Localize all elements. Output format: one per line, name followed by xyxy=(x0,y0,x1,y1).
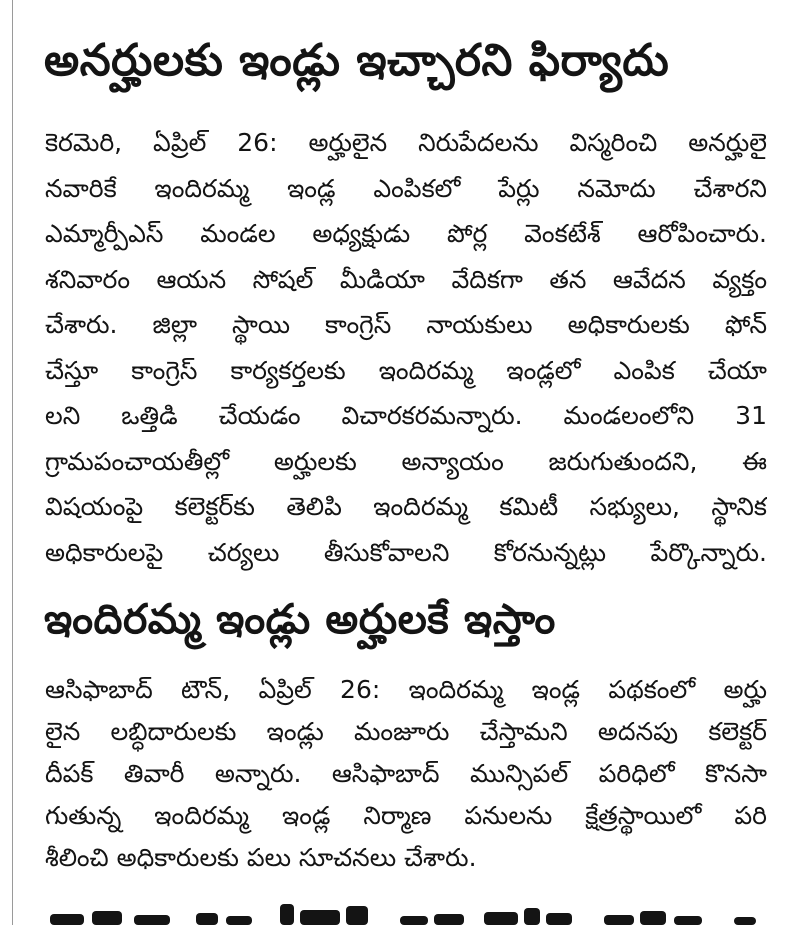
article-1-line: గ్రామపంచాయతీల్లో అర్హులకు అన్యాయం జరుగుతుందని, ఈ xyxy=(45,446,767,476)
article-1-line: కెరమెరి, ఏప్రిల్ 26: అర్హులైన నిరుపేదలను విస్మరించి అనర్హులై xyxy=(45,128,767,157)
article-2-line: లైన లబ్ధిదారులకు ఇండ్లు మంజూరు చేస్తామని అదనపు కలెక్టర్ xyxy=(45,717,767,746)
article-2-line: ఆసిఫాబాద్ టౌన్, ఏప్రిల్ 26: ఇందిరమ్మ ఇండ్ల పథకంలో అర్హు xyxy=(45,675,767,704)
article-1-line: శనివారం ఆయన సోషల్ మీడియా వేదికగా తన ఆవేదన వ్యక్తం xyxy=(45,264,767,294)
cut-off-headline-glyphs xyxy=(44,902,768,925)
article-2-line: గుతున్న ఇందిరమ్మ ఇండ్ల నిర్మాణ పనులను క్షేత్రస్థాయిలో పరి xyxy=(45,801,767,830)
column-rule xyxy=(12,0,13,925)
article-2-headline: ఇందిరమ్మ ఇండ్లు అర్హులకే ఇస్తాం xyxy=(44,595,556,643)
article-2-line: దీపక్ తివారీ అన్నారు. ఆసిఫాబాద్ మున్సిపల్ పరిధిలో కొనసా xyxy=(45,759,767,788)
article-1-line: నవారికే ఇందిరమ్మ ఇండ్ల ఎంపికలో పేర్లు నమోదు చేశారని xyxy=(45,173,767,203)
cut-off-headline-fragment xyxy=(44,902,768,925)
article-2-body xyxy=(45,669,767,879)
article-1-line: లని ఒత్తిడి చేయడం విచారకరమన్నారు. మండలంలోని 31 xyxy=(45,401,767,430)
article-1-line: చేశారు. జిల్లా స్థాయి కాంగ్రెస్ నాయకులు అధికారులకు ఫోన్ xyxy=(45,310,767,339)
article-1-line: చేస్తూ కాంగ్రెస్ కార్యకర్తలకు ఇందిరమ్మ ఇండ్లలో ఎంపిక చేయా xyxy=(45,355,767,385)
article-1-line: అధికారులపై చర్యలు తీసుకోవాలని కోరనున్నట్లు పేర్కొన్నారు. xyxy=(45,537,767,567)
article-1-line: ఎమ్మార్పీఎస్ మండల అధ్యక్షుడు పోర్ల వెంకటేశ్ ఆరోపించారు. xyxy=(45,219,767,248)
article-2-line: శీలించి అధికారులకు పలు సూచనలు చేశారు. xyxy=(45,843,477,872)
article-1-line: విషయంపై కలెక్టర్‌కు తెలిపి ఇందిరమ్మ కమిటీ సభ్యులు, స్థానిక xyxy=(45,492,767,521)
article-1-body xyxy=(45,120,767,575)
article-1-headline: అనర్హులకు ఇండ్లు ఇచ్చారని ఫిర్యాదు xyxy=(44,35,670,86)
